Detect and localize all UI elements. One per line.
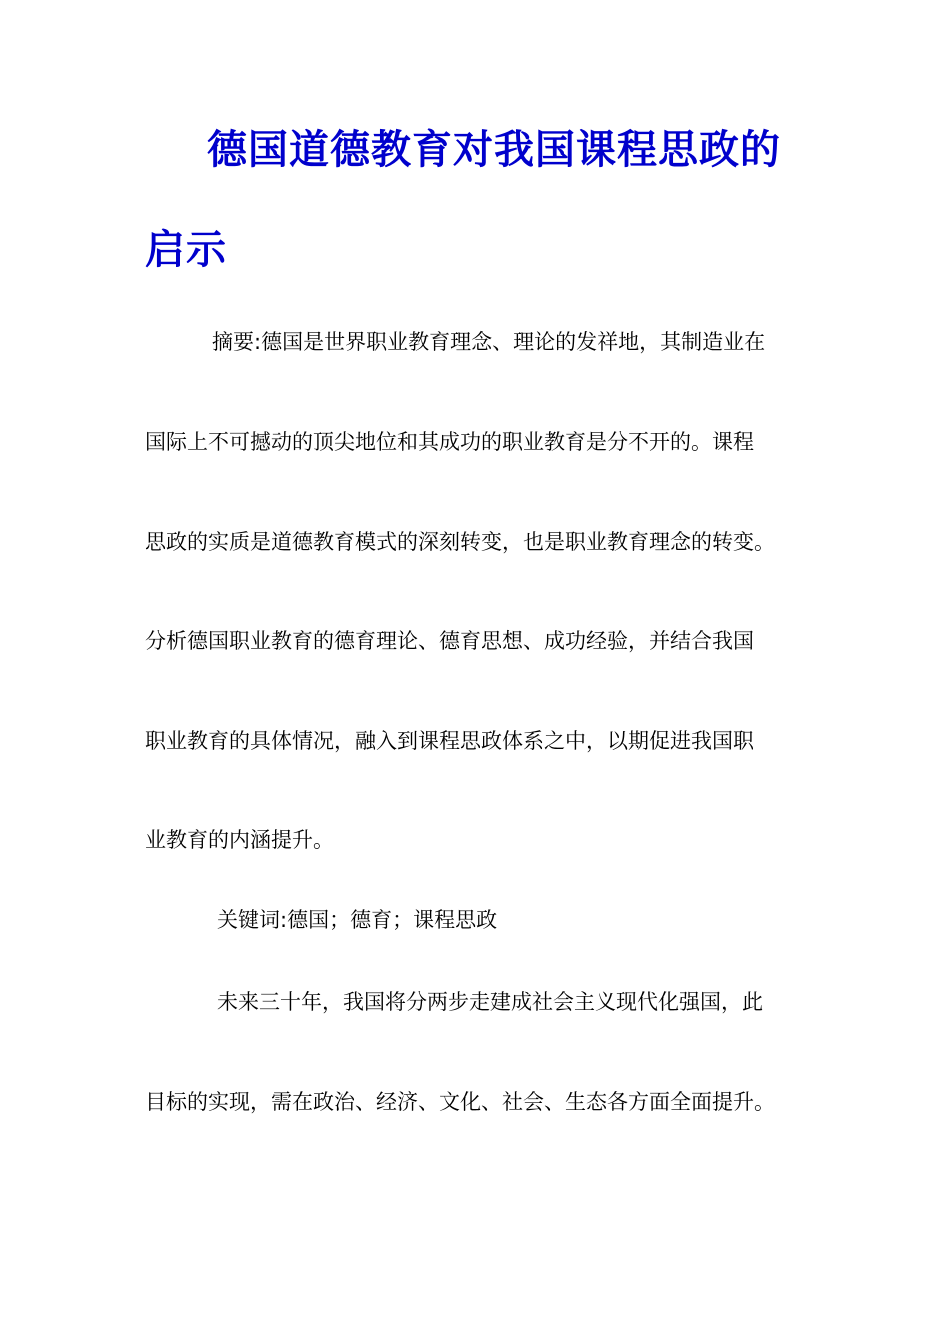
abstract-line-4: 分析德国职业教育的德育理论、德育思想、成功经验，并结合我国 — [145, 629, 754, 653]
abstract-line-6: 业教育的内涵提升。 — [145, 828, 334, 852]
keywords-line: 关键词:德国；德育；课程思政 — [217, 908, 498, 932]
body-line-2: 目标的实现，需在政治、经济、文化、社会、生态各方面全面提升。 — [145, 1090, 775, 1114]
document-title-line-1: 德国道德教育对我国课程思政的 — [207, 127, 781, 173]
abstract-line-5: 职业教育的具体情况，融入到课程思政体系之中，以期促进我国职 — [145, 729, 754, 753]
body-line-1: 未来三十年，我国将分两步走建成社会主义现代化强国，此 — [217, 990, 763, 1014]
abstract-line-2: 国际上不可撼动的顶尖地位和其成功的职业教育是分不开的。课程 — [145, 430, 754, 454]
document-title-line-2: 启示 — [145, 227, 227, 273]
abstract-line-3: 思政的实质是道德教育模式的深刻转变，也是职业教育理念的转变。 — [145, 530, 775, 554]
abstract-line-1: 摘要:德国是世界职业教育理念、理论的发祥地，其制造业在 — [212, 330, 766, 354]
